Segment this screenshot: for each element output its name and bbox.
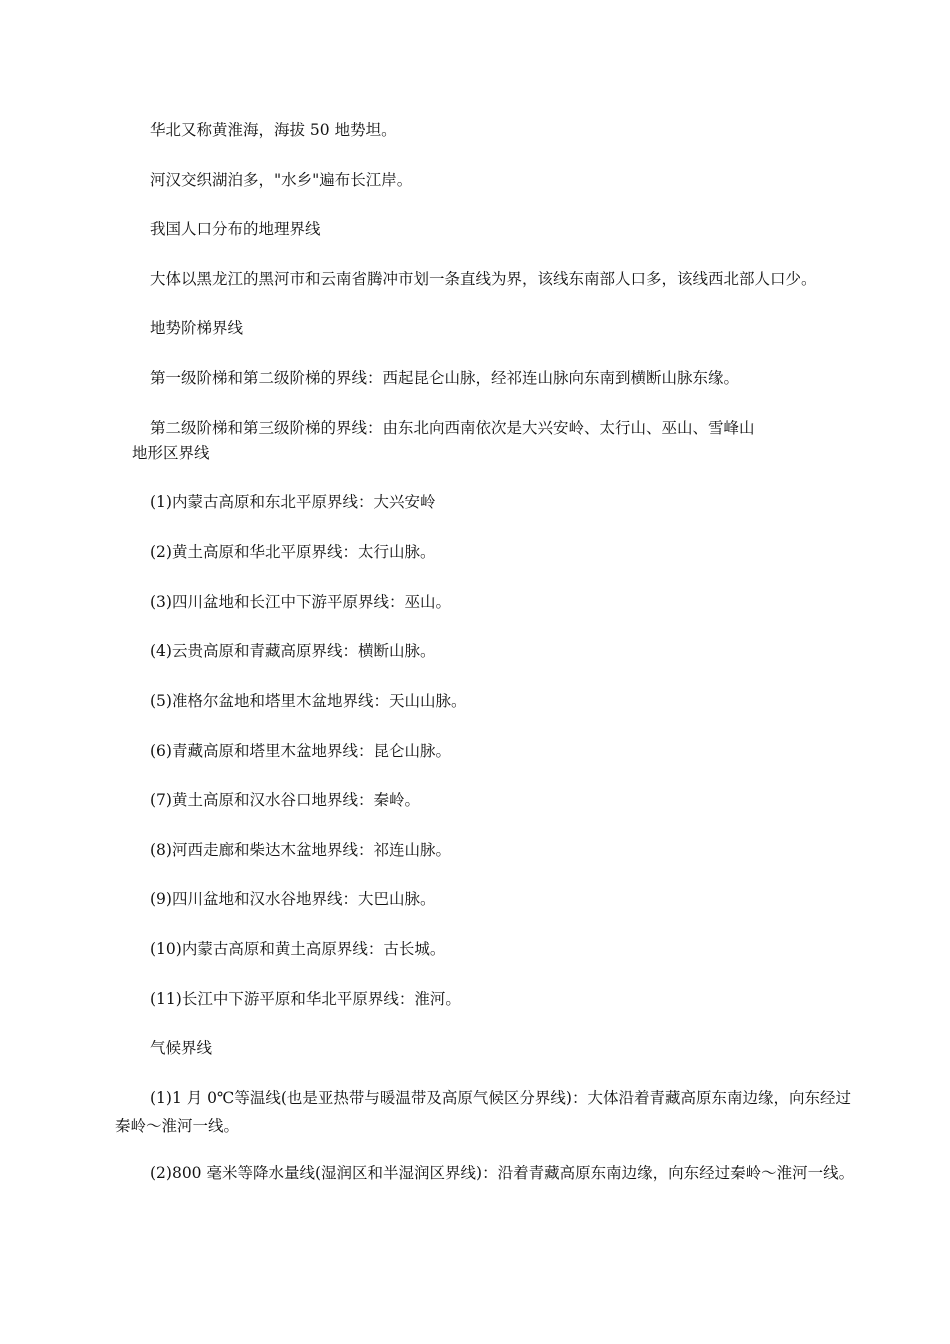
heading-landform-lines: 地形区界线 — [132, 444, 210, 462]
list-item-landform-6: (6)青藏高原和塔里木盆地界线：昆仑山脉。 — [150, 742, 451, 760]
list-item-landform-3: (3)四川盆地和长江中下游平原界线：巫山。 — [150, 593, 451, 611]
list-item-landform-7: (7)黄土高原和汉水谷口地界线：秦岭。 — [150, 791, 420, 809]
list-item-climate-2: (2)800 毫米等降水量线(湿润区和半湿润区界线)：沿着青藏高原东南边缘，向东经过秦岭～淮河一线。 — [150, 1164, 855, 1182]
heading-population-line: 我国人口分布的地理界线 — [150, 220, 321, 238]
paragraph-step-two-three: 第二级阶梯和第三级阶梯的界线：由东北向西南依次是大兴安岭、太行山、巫山、雪峰山 — [150, 419, 755, 437]
list-item-landform-1: (1)内蒙古高原和东北平原界线：大兴安岭 — [150, 493, 436, 511]
list-item-landform-11: (11)长江中下游平原和华北平原界线：淮河。 — [150, 990, 461, 1008]
heading-terrain-steps: 地势阶梯界线 — [150, 319, 244, 337]
list-item-climate-1: (1)1 月 0℃等温线(也是亚热带与暖温带及高原气候区分界线)：大体沿着青藏高原东南边缘，向东经过秦岭～淮河一线。 — [115, 1089, 851, 1135]
paragraph-step-one-two: 第一级阶梯和第二级阶梯的界线：西起昆仑山脉，经祁连山脉向东南到横断山脉东缘。 — [150, 369, 740, 387]
paragraph-population-line: 大体以黑龙江的黑河市和云南省腾冲市划一条直线为界，该线东南部人口多，该线西北部人口少。 — [150, 270, 817, 288]
paragraph-hehan: 河汉交织湖泊多，"水乡"遍布长江岸。 — [150, 171, 413, 189]
list-item-landform-10: (10)内蒙古高原和黄土高原界线：古长城。 — [150, 940, 446, 958]
list-item-landform-5: (5)准格尔盆地和塔里木盆地界线：天山山脉。 — [150, 692, 467, 710]
heading-climate-lines: 气候界线 — [150, 1039, 213, 1057]
paragraph-huabei: 华北又称黄淮海，海拔 50 地势坦。 — [150, 121, 397, 139]
list-item-landform-9: (9)四川盆地和汉水谷地界线：大巴山脉。 — [150, 890, 436, 908]
list-item-landform-2: (2)黄土高原和华北平原界线：太行山脉。 — [150, 543, 436, 561]
list-item-landform-8: (8)河西走廊和柴达木盆地界线：祁连山脉。 — [150, 841, 451, 859]
list-item-landform-4: (4)云贵高原和青藏高原界线：横断山脉。 — [150, 642, 436, 660]
